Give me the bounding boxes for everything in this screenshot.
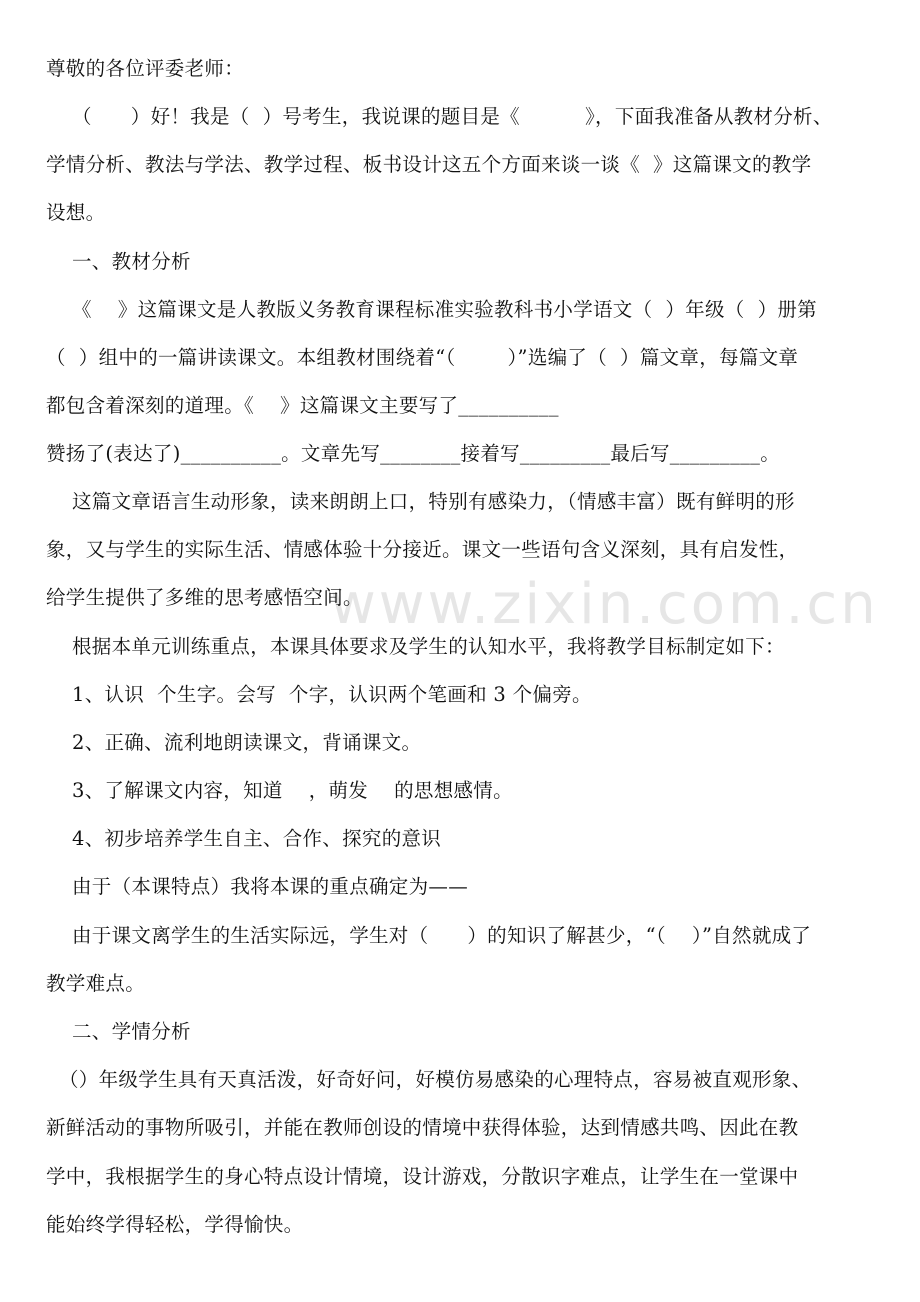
difficulty-line-2: 教学难点。: [46, 972, 146, 995]
student-para-line-1: （）年级学生具有天真活泼，好奇好问，好模仿易感染的心理特点，容易被直观形象、: [46, 1068, 812, 1091]
textbook-para-line-3: 都包含着深刻的道理。《 》这篇课文主要写了__________: [46, 394, 559, 417]
goal-item-2: 2、正确、流利地朗读课文，背诵课文。: [46, 731, 422, 754]
key-point-line: 由于（本课特点）我将本课的重点确定为——: [46, 875, 468, 898]
student-para-line-2: 新鲜活动的事物所吸引，并能在教师创设的情境中获得体验，达到情感共鸣、因此在教: [46, 1116, 799, 1139]
salutation: 尊敬的各位评委老师：: [46, 57, 245, 80]
textbook-para-line-1: 《 》这篇课文是人教版义务教育课程标准实验教科书小学语文（ ）年级（ ）册第: [46, 298, 817, 321]
intro-line-2: 学情分析、教法与学法、教学过程、板书设计这五个方面来谈一谈《 》这篇课文的教学: [46, 153, 812, 176]
goal-item-1: 1、认识 个生字。会写 个字，认识两个笔画和 3 个偏旁。: [46, 683, 592, 706]
language-para-line-1: 这篇文章语言生动形象，读来朗朗上口，特别有感染力，（情感丰富）既有鲜明的形: [46, 490, 795, 513]
textbook-para-line-2: （ ）组中的一篇讲读课文。本组教材围绕着“（ ）”选编了（ ）篇文章，每篇文章: [46, 346, 799, 369]
intro-line-1: （ ）好！我是（ ）号考生，我说课的题目是《 》，下面我准备从教材分析、: [46, 105, 833, 128]
language-para-line-2: 象，又与学生的实际生活、情感体验十分接近。课文一些语句含义深刻，具有启发性，: [46, 538, 799, 561]
student-para-line-4: 能始终学得轻松，学得愉快。: [46, 1213, 304, 1236]
goals-intro: 根据本单元训练重点，本课具体要求及学生的认知水平，我将教学目标制定如下：: [46, 635, 785, 658]
student-para-line-3: 学中，我根据学生的身心特点设计情境，设计游戏，分散识字难点，让学生在一堂课中: [46, 1165, 799, 1188]
watermark-text: www.zixin.com.cn: [330, 572, 879, 637]
intro-line-3: 设想。: [46, 201, 106, 224]
goal-item-3: 3、了解课文内容，知道 ，萌发 的思想感情。: [46, 779, 513, 802]
difficulty-line-1: 由于课文离学生的生活实际远，学生对（ ）的知识了解甚少，“（ ）”自然就成了: [46, 924, 812, 947]
section-heading-textbook-analysis: 一、教材分析: [46, 250, 191, 273]
textbook-para-line-4: 赞扬了(表达了)__________。文章先写________接着写_________最后写_________。: [46, 442, 781, 465]
section-heading-student-analysis: 二、学情分析: [46, 1020, 191, 1043]
language-para-line-3: 给学生提供了多维的思考感悟空间。: [46, 586, 363, 609]
goal-item-4: 4、初步培养学生自主、合作、探究的意识: [46, 827, 442, 850]
